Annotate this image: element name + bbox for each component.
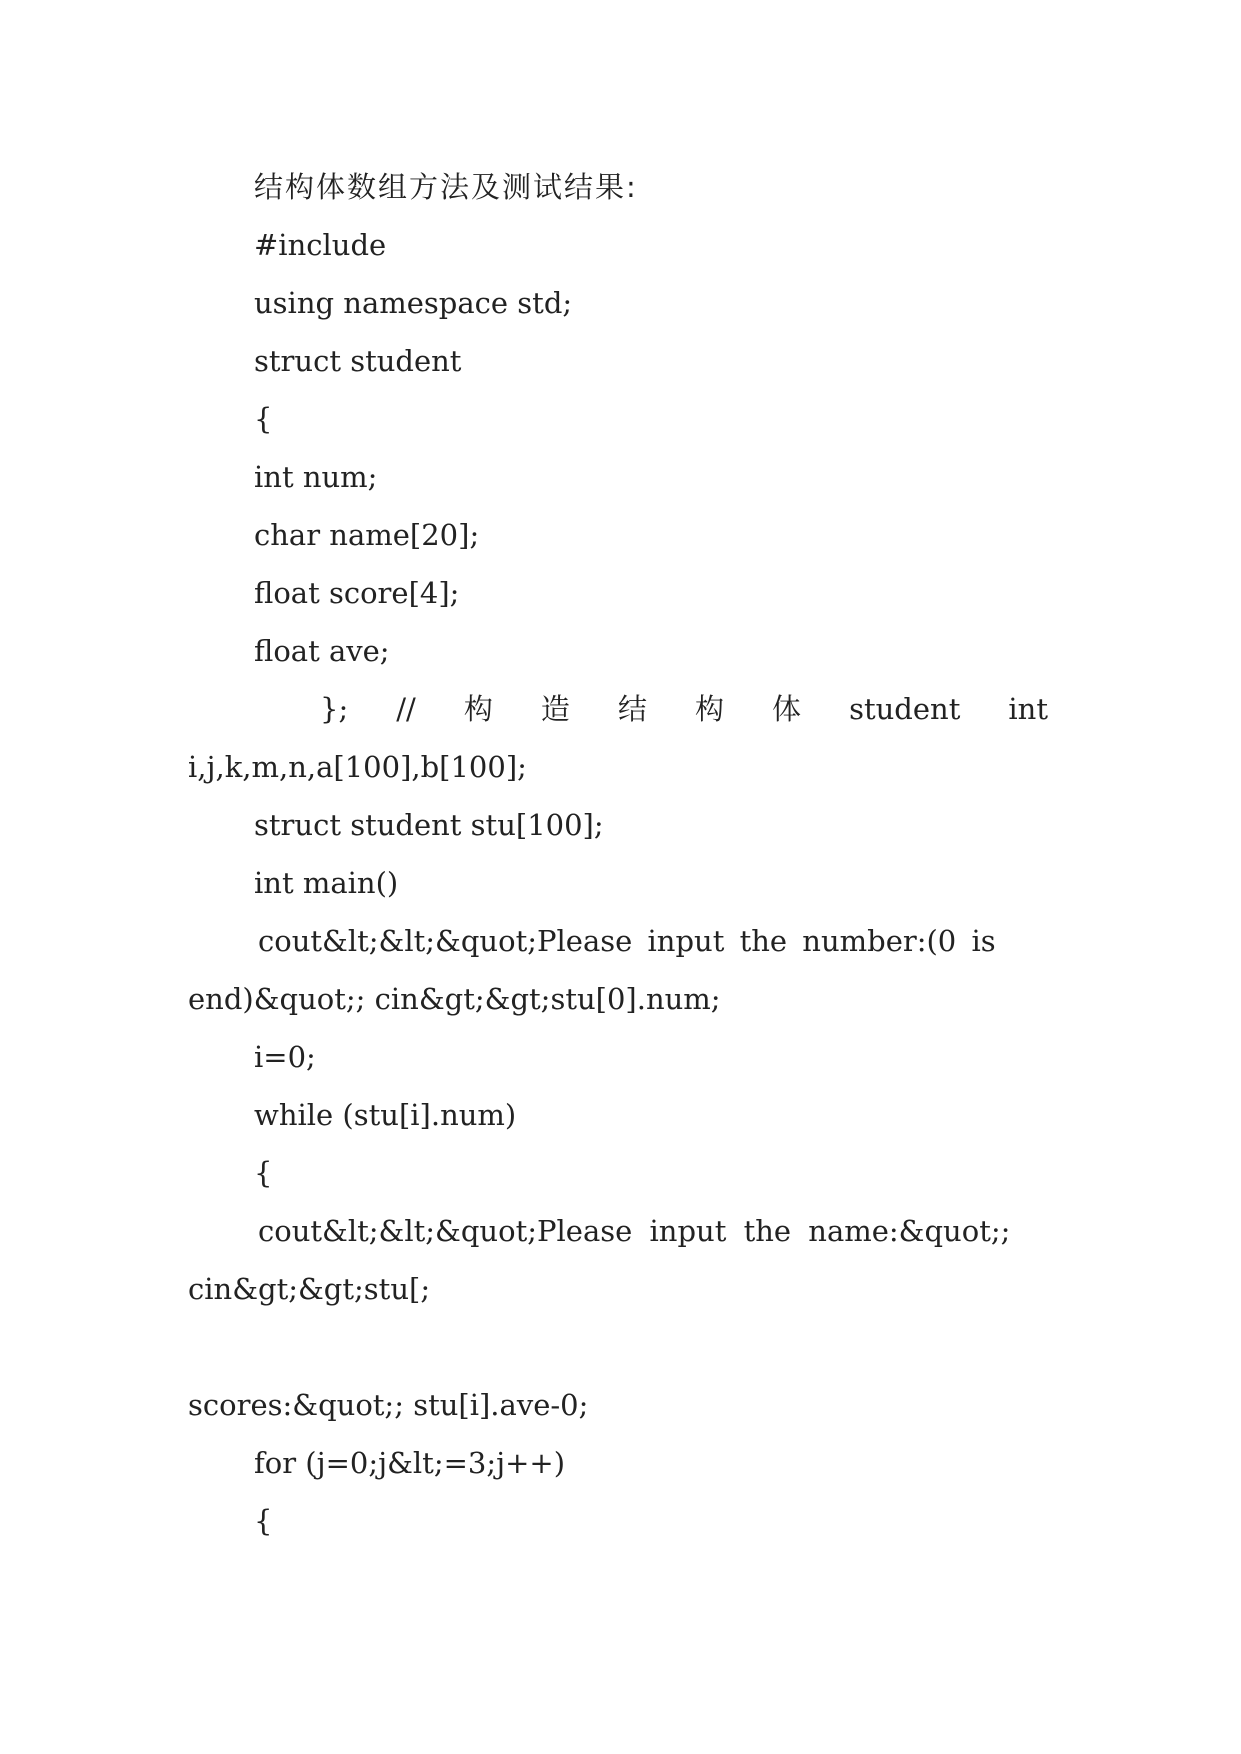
code-line-scores-ave: scores:&quot;; stu[i].ave-0;	[188, 1388, 589, 1422]
code-line-include: #include	[254, 228, 387, 262]
code-line-float-score: float score[4];	[254, 576, 460, 610]
justified-word: student	[849, 692, 961, 726]
code-line-stu-array: struct student stu[100];	[254, 808, 604, 842]
document-body	[188, 158, 1048, 1550]
code-line-close-struct-text	[320, 680, 1048, 738]
justified-word: };	[320, 692, 349, 726]
code-line-for: for (j=0;j&lt;=3;j++)	[254, 1446, 566, 1480]
code-line-while: while (stu[i].num)	[254, 1098, 517, 1132]
code-line-struct: struct student	[254, 344, 462, 378]
justified-word: 构	[694, 692, 724, 726]
justified-word: //	[396, 692, 416, 726]
code-line-using: using namespace std;	[254, 286, 573, 320]
code-line-char-name: char name[20];	[254, 518, 480, 552]
justified-word: 造	[540, 692, 570, 726]
code-line-cin-number: end)&quot;; cin&gt;&gt;stu[0].num;	[188, 982, 721, 1016]
code-line-cout-scores	[188, 1318, 1048, 1376]
code-line-while-brace: {	[254, 1156, 273, 1190]
justified-word: 构	[463, 692, 493, 726]
code-line-open-brace: {	[254, 402, 273, 436]
code-line-i-zero: i=0;	[254, 1040, 316, 1074]
code-line-float-ave: float ave;	[254, 634, 390, 668]
code-line-for-brace: {	[254, 1504, 273, 1538]
code-line-declarations: i,j,k,m,n,a[100],b[100];	[188, 750, 527, 784]
code-line-cout-name: cout&lt;&lt;&quot;Please input the name:&quot;;	[258, 1214, 1011, 1248]
justified-word: int	[1008, 692, 1048, 726]
section-heading: 结构体数组方法及测试结果:	[254, 170, 638, 204]
code-line-main: int main()	[254, 866, 399, 900]
code-line-cin-name: cin&gt;&gt;stu[;	[188, 1272, 431, 1306]
code-line-int-num: int num;	[254, 460, 378, 494]
justified-word: 体	[772, 692, 802, 726]
code-line-cout-number: cout&lt;&lt;&quot;Please input the number:(0 is	[258, 924, 996, 958]
code-line-close-struct	[188, 680, 1048, 738]
justified-word: 结	[617, 692, 647, 726]
